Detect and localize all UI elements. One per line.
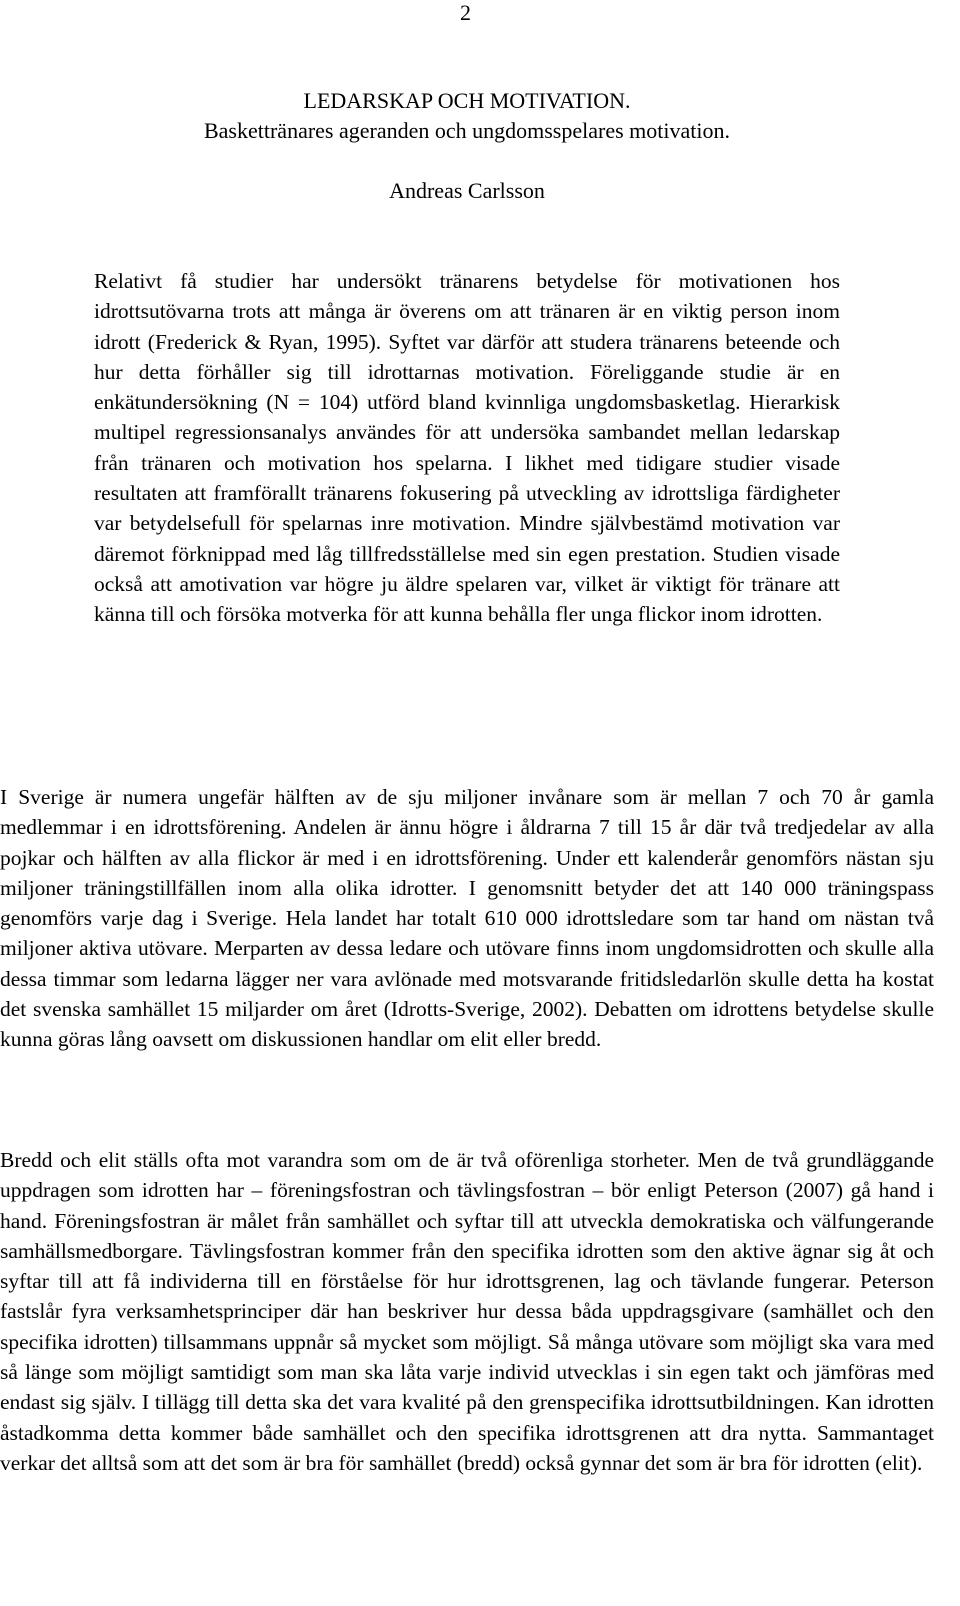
page-number: 2 (460, 0, 471, 25)
author-name: Andreas Carlsson (389, 178, 545, 203)
body-paragraph: I Sverige är numera ungefär hälften av de sju miljoner invånare som är mellan 7 och 70 år gamla medlemmar i en idrottsförening. Andelen är ännu högre i åldrarna 7 till 15 år där två tredjedelar av alla pojkar och hälften av alla flickor är med i en idrottsförening. Under ett kalenderår genomförs nästan sju miljoner träningstillfällen inom alla olika idrotter. I genomsnitt betyder det att 140 000 träningspass genomförs varje dag i Sverige. Hela landet har totalt 610 000 idrottsledare som tar hand om nästan två miljoner aktiva utövare. Merparten av dessa ledare och utövare finns inom ungdomsidrotten och skulle alla dessa timmar som ledarna lägger ner vara avlönade med motsvarande fritidsledarlön skulle detta ha kostat det svenska samhället 15 miljarder om året (Idrotts-Sverige, 2002). Debatten om idrottens betydelse skulle kunna göras lång oavsett om diskussionen handlar om elit eller bredd. (0, 785, 934, 1052)
document-subtitle: Baskettränares ageranden och ungdomsspelares motivation. (203, 118, 730, 143)
document-title: LEDARSKAP OCH MOTIVATION. (303, 88, 631, 113)
body-paragraph: Bredd och elit ställs ofta mot varandra som om de är två oförenliga storheter. Men de två grundläggande uppdragen som idrotten har – föreningsfostran och tävlingsfostran – bör enligt Peterson (2007) gå hand i hand. Föreningsfostran är målet från samhället och syftar till att utveckla demokratiska och välfungerande samhällsmedborgare. Tävlingsfostran kommer från den specifika idrotten som den aktive ägnar sig åt och syftar till att få individerna till en förståelse för hur idrottsgrenen, lag och tävlande fungerar. Peterson fastslår fyra verksamhetsprinciper där han beskriver hur dessa båda uppdragsgivare (samhället och den specifika idrotten) tillsammans uppnår så mycket som möjligt. Så många utövare som möjligt ska vara med så länge som möjligt samtidigt som man ska låta varje individ utvecklas i sin egen takt och jämföras med endast sig själv. I tillägg till detta ska det vara kvalité på den grenspecifika idrottsutbildningen. Kan idrotten åstadkomma detta kommer både samhället och den specifika idrottsgrenen att dra nytta. Sammantaget verkar det alltså som att det som är bra för samhället (bredd) också gynnar det som är bra för idrotten (elit). (0, 1148, 934, 1475)
title-block (0, 86, 934, 146)
abstract-paragraph: Relativt få studier har undersökt tränarens betydelse för motivationen hos idrottsutövarna trots att många är överens om att tränaren är en viktig person inom idrott (Frederick & Ryan, 1995). Syftet var därför att studera tränarens beteende och hur detta förhåller sig till idrottarnas motivation. Föreliggande studie är en enkätundersökning (N = 104) utförd bland kvinnliga ungdomsbasketlag. Hierarkisk multipel regressionsanalys användes för att undersöka sambandet mellan ledarskap från tränaren och motivation hos spelarna. I likhet med tidigare studier visade resultaten att framförallt tränarens fokusering på utveckling av idrottsliga färdigheter var betydelsefull för spelarnas inre motivation. Mindre självbestämd motivation var däremot förknippad med låg tillfredsställelse med sin egen prestation. Studien visade också att amotivation var högre ju äldre spelaren var, vilket är viktigt för tränare att känna till och försöka motverka för att kunna behålla fler unga flickor inom idrotten. (94, 269, 840, 627)
